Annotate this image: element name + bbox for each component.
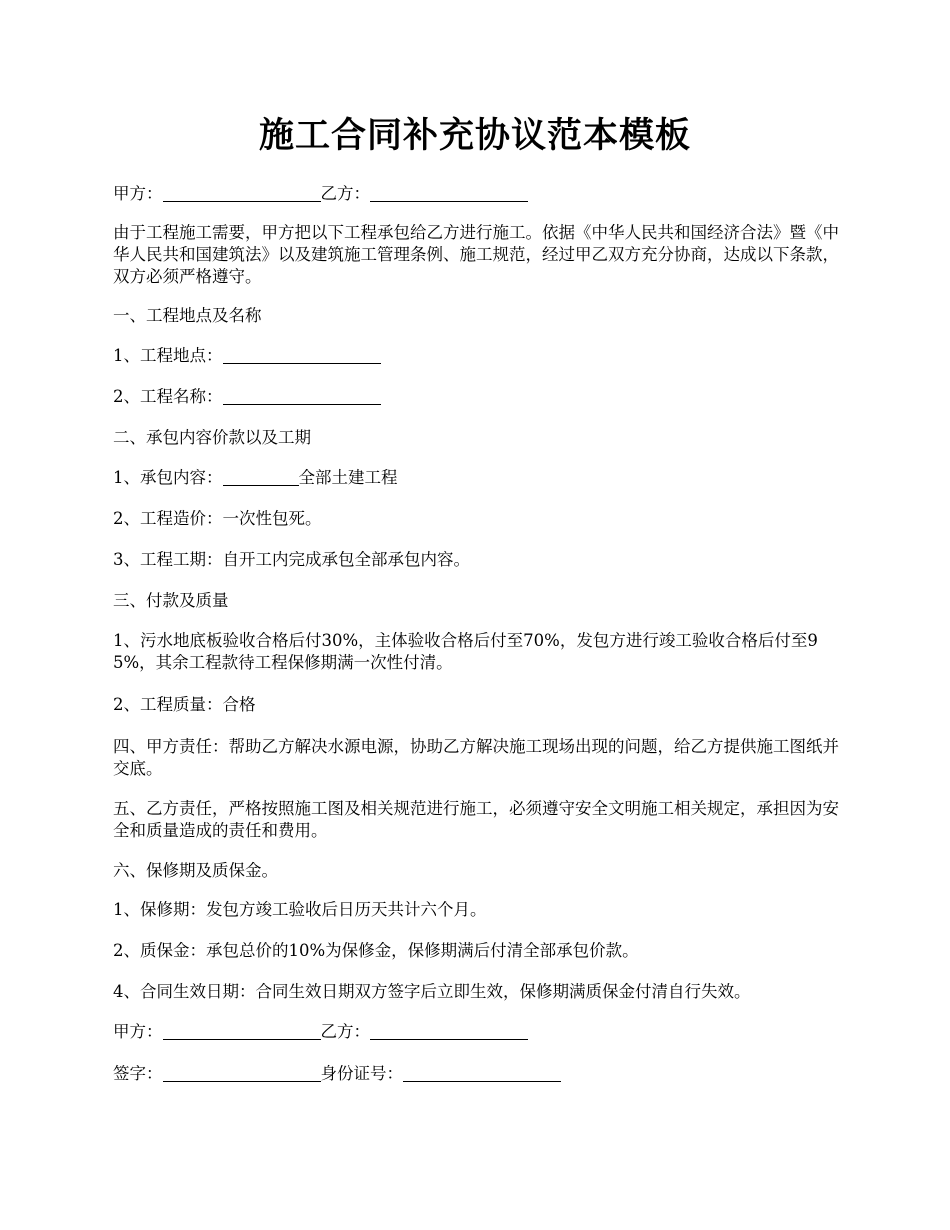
party-b-sign-label: 乙方： bbox=[320, 1022, 370, 1041]
project-duration-line: 3、工程工期：自开工内完成承包全部承包内容。 bbox=[113, 550, 470, 569]
project-cost-line: 2、工程造价：一次性包死。 bbox=[113, 509, 322, 528]
document-title: 施工合同补充协议范本模板 bbox=[258, 115, 691, 156]
contract-scope-line bbox=[113, 467, 843, 489]
project-quality-line: 2、工程质量：合格 bbox=[113, 695, 256, 714]
contract-scope-suffix: 全部土建工程 bbox=[298, 468, 398, 487]
project-name-blank bbox=[223, 390, 381, 405]
parties-line bbox=[113, 183, 843, 205]
contract-scope-label: 1、承包内容： bbox=[113, 468, 223, 487]
project-name-line bbox=[113, 386, 843, 408]
party-b-label: 乙方： bbox=[320, 184, 370, 203]
party-b-blank bbox=[370, 187, 528, 202]
party-b-sign-blank bbox=[370, 1025, 528, 1040]
party-a-blank bbox=[163, 187, 321, 202]
id-number-blank bbox=[403, 1067, 561, 1082]
section-3-heading: 三、付款及质量 bbox=[113, 591, 229, 610]
intro-paragraph: 由于工程施工需要，甲方把以下工程承包给乙方进行施工。依据《中华人民共和国经济合法》暨《中华人民共和国建筑法》以及建筑施工管理条例、施工规范，经过甲乙双方充分协商，达成以下条款，双方必须严格遵守。 bbox=[113, 223, 839, 286]
project-location-label: 1、工程地点： bbox=[113, 346, 223, 365]
project-name-label: 2、工程名称： bbox=[113, 387, 223, 406]
section-6-heading: 六、保修期及质保金。 bbox=[113, 861, 278, 880]
party-a-duties-paragraph: 四、甲方责任：帮助乙方解决水源电源，协助乙方解决施工现场出现的问题，给乙方提供施工图纸并交底。 bbox=[113, 737, 839, 778]
signature-id-line bbox=[113, 1063, 843, 1085]
party-a-label: 甲方： bbox=[113, 184, 163, 203]
retention-money-line: 2、质保金：承包总价的10%为保修金，保修期满后付清全部承包价款。 bbox=[113, 941, 639, 960]
contract-scope-blank bbox=[223, 471, 299, 486]
project-location-line bbox=[113, 345, 843, 367]
project-location-blank bbox=[223, 349, 381, 364]
signature-blank bbox=[163, 1067, 321, 1082]
id-number-label: 身份证号： bbox=[320, 1064, 403, 1083]
section-2-heading: 二、承包内容价款以及工期 bbox=[113, 428, 311, 447]
party-a-sign-label: 甲方： bbox=[113, 1022, 163, 1041]
signature-label: 签字： bbox=[113, 1064, 163, 1083]
party-a-sign-blank bbox=[163, 1025, 321, 1040]
payment-terms-paragraph: 1、污水地底板验收合格后付30%，主体验收合格后付至70%，发包方进行竣工验收合格后付至95%，其余工程款待工程保修期满一次性付清。 bbox=[113, 631, 818, 672]
section-1-heading: 一、工程地点及名称 bbox=[113, 306, 262, 325]
parties-sign-line bbox=[113, 1021, 843, 1043]
effective-date-line: 4、合同生效日期：合同生效日期双方签字后立即生效，保修期满质保金付清自行失效。 bbox=[113, 982, 751, 1001]
party-b-duties-paragraph: 五、乙方责任，严格按照施工图及相关规范进行施工，必须遵守安全文明施工相关规定，承担因为安全和质量造成的责任和费用。 bbox=[113, 799, 839, 840]
warranty-period-line: 1、保修期：发包方竣工验收后日历天共计六个月。 bbox=[113, 900, 487, 919]
